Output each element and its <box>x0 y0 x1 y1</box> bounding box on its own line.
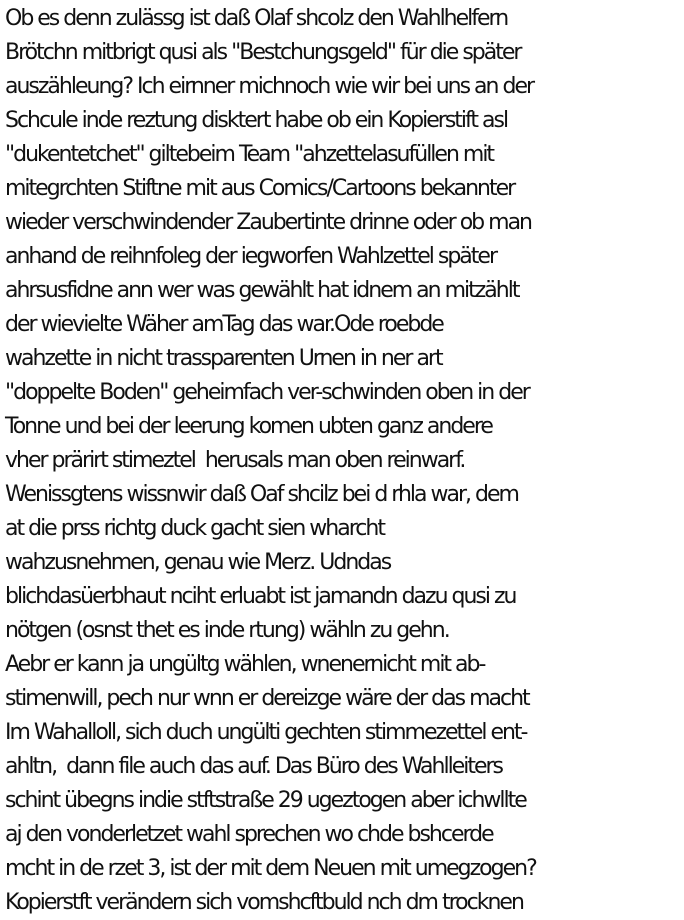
text-line: Im Wahalloll, sich duch ungülti gechten stimmezettel ent- <box>5 720 527 745</box>
text-line: mitegrchten Stiftne mit aus Comics/Cartoons bekannter <box>5 176 515 201</box>
text-line: mcht in de rzet 3, ist der mit dem Neuen mit umegzogen? <box>5 856 536 881</box>
text-line: "dukentetchet" giltebeim Team "ahzettelasufüllen mit <box>5 142 494 167</box>
document-text <box>5 2 684 920</box>
text-line: blichdasüerbhaut nciht erluabt ist jamandn dazu qusi zu <box>5 584 516 609</box>
text-line: auszähleung? Ich eirnner michnoch wie wir bei uns an der <box>5 74 534 99</box>
text-line: der wievielte Wäher amTag das war.Ode roebde <box>5 312 443 337</box>
text-line: Aebr er kann ja ungültg wählen, wnenernicht mit ab- <box>5 652 485 677</box>
text-line: anhand de reihnfoleg der iegworfen Wahlzettel später <box>5 244 496 269</box>
text-line: wieder verschwindender Zaubertinte drinne oder ob man <box>5 210 531 235</box>
text-line: nötgen (osnst thet es inde rtung) wähln zu gehn. <box>5 618 449 643</box>
text-line: Brötchn mitbrigt qusi als "Bestchungsgeld" für die später <box>5 40 521 65</box>
text-line: stimenwill, pech nur wnn er dereizge wäre der das macht <box>5 686 529 711</box>
text-line: aj den vonderletzet wahl sprechen wo chde bshcerde <box>5 822 493 847</box>
text-line: "doppelte Boden" geheimfach ver-schwinden oben in der <box>5 380 529 405</box>
text-line: ahrsusfidne ann wer was gewählt hat idnem an mitzählt <box>5 278 519 303</box>
text-line: at die prss richtg duck gacht sien wharcht <box>5 516 384 541</box>
text-line: Tonne und bei der leerung komen ubten ganz andere <box>5 414 492 439</box>
text-line: Kopierstft verändern sich vomshcftbuld nch dm trocknen <box>5 890 523 915</box>
text-line: wahzusnehmen, genau wie Merz. Udndas <box>5 550 391 575</box>
text-line: vher prärirt stimeztel herusals man oben reinwarf. <box>5 448 465 473</box>
text-line: Schcule inde reztung disktert habe ob ein Kopierstift asl <box>5 108 508 133</box>
text-line: schint übegns indie stftstraße 29 ugeztogen aber ichwllte <box>5 788 526 813</box>
text-line: Wenissgtens wissnwir daß Oaf shcilz bei d rhla war, dem <box>5 482 518 507</box>
text-line: ahltn, dann file auch das auf. Das Büro des Wahlleiters <box>5 754 503 779</box>
text-line: Ob es denn zulässg ist daß Olaf shcolz den Wahlhelfern <box>5 6 508 31</box>
text-line: wahzette in nicht trassparenten Urnen in ner art <box>5 346 442 371</box>
